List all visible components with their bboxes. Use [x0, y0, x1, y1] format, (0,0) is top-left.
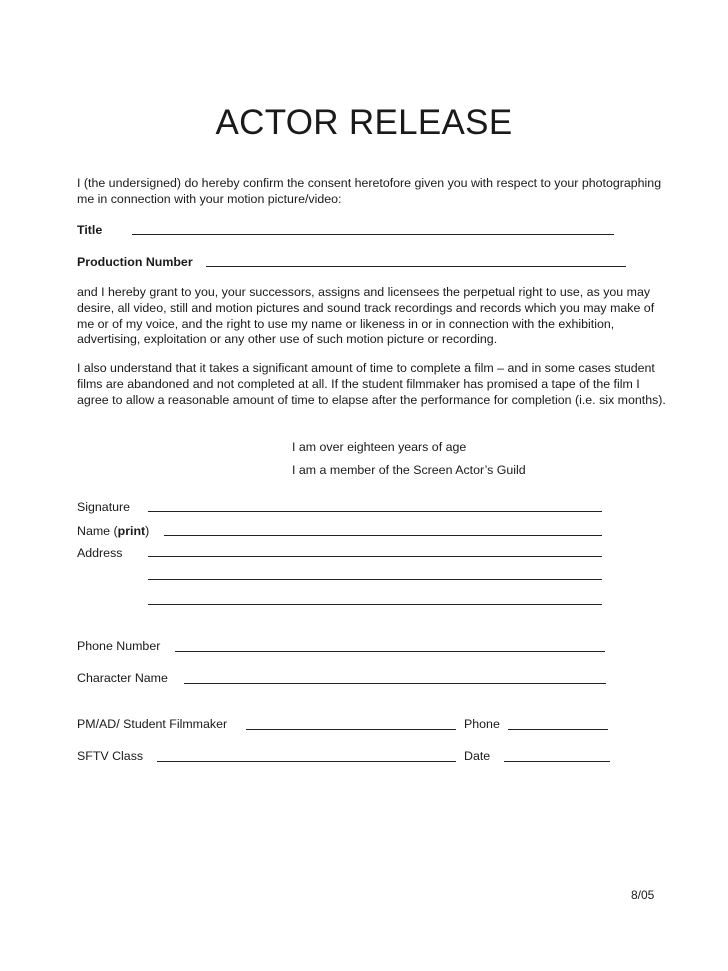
page-title: ACTOR RELEASE — [215, 103, 513, 142]
address-field-line-1[interactable] — [148, 556, 602, 557]
sftv-class-field[interactable] — [157, 761, 456, 762]
production-number-field[interactable] — [206, 266, 626, 267]
name-label-prefix: Name ( — [77, 524, 118, 538]
filmmaker-phone-field[interactable] — [508, 729, 608, 730]
signature-field[interactable] — [148, 511, 602, 512]
intro-paragraph: I (the undersigned) do hereby confirm the consent heretofore given you with respect to your photographing me in connection with your motion picture/video: — [77, 176, 662, 206]
address-field-line-3[interactable] — [148, 604, 602, 605]
sftv-class-label: SFTV Class — [77, 749, 144, 763]
date-label: Date — [464, 749, 491, 763]
revision-date: 8/05 — [631, 888, 655, 902]
signature-label: Signature — [77, 500, 131, 514]
title-label: Title — [77, 223, 103, 237]
phone-number-label: Phone Number — [77, 639, 161, 653]
name-label-suffix: ) — [145, 524, 150, 538]
address-field-line-2[interactable] — [148, 579, 602, 580]
name-print-label — [77, 523, 149, 539]
sag-member-statement: I am a member of the Screen Actor’s Guild — [292, 463, 526, 477]
understand-paragraph: I also understand that it takes a significant amount of time to complete a film – and in some cases student films are abandoned and not completed at all. If the student filmmaker has promised a tape of the film I agree to allow a reasonable amount of time to elapse after the performance for completion (i.e. six months). — [77, 361, 666, 407]
filmmaker-label: PM/AD/ Student Filmmaker — [77, 717, 228, 731]
character-name-field[interactable] — [184, 683, 606, 684]
character-name-label: Character Name — [77, 671, 168, 685]
date-field[interactable] — [504, 761, 610, 762]
name-label-print: print — [117, 524, 146, 538]
phone-number-field[interactable] — [175, 651, 605, 652]
filmmaker-field[interactable] — [246, 729, 456, 730]
name-field[interactable] — [164, 535, 602, 536]
over-eighteen-statement: I am over eighteen years of age — [292, 440, 467, 454]
production-number-label: Production Number — [77, 255, 193, 269]
address-label: Address — [77, 546, 123, 560]
title-field[interactable] — [132, 234, 614, 235]
grant-paragraph: and I hereby grant to you, your successors, assigns and licensees the perpetual right to use, as you may desire, all video, still and motion pictures and sound track recordings and records which you may make of me or of my voice, and the right to use my name or likeness in or in connection with the exhibition, advertising, exploitation or any other use of such motion picture or recording. — [77, 285, 655, 347]
filmmaker-phone-label: Phone — [464, 717, 500, 731]
